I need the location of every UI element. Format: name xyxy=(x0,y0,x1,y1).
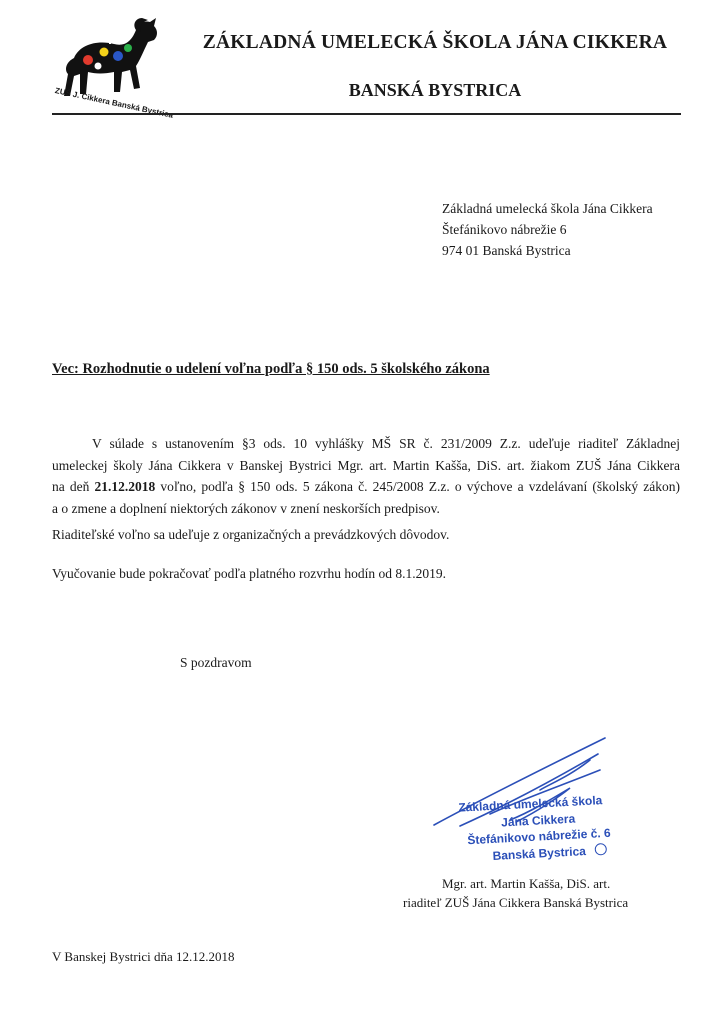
resume-paragraph: Vyučovanie bude pokračovať podľa platného rozvrhu hodín od 8.1.2019. xyxy=(52,566,447,581)
recipient-address xyxy=(442,198,653,261)
official-stamp xyxy=(452,791,625,866)
body-line-3 xyxy=(52,476,680,498)
stamp-line-1: Základná umelecká škola xyxy=(457,793,603,815)
school-name-heading: ZÁKLADNÁ UMELECKÁ ŠKOLA JÁNA CIKKERA xyxy=(202,32,668,53)
body-line-4: a o zmene a doplnení niektorých zákonov v znení neskorších predpisov. xyxy=(52,500,440,516)
stamp-line-3: Štefánikovo nábrežie č. 6 xyxy=(467,825,611,848)
school-city-heading: BANSKÁ BYSTRICA xyxy=(348,80,522,100)
body-line-2: umeleckej školy Jána Cikkera v Banskej Bystrici Mgr. art. Martin Kašša, DiS. art. žiakom ZUŠ Jána Cikkera xyxy=(52,457,680,473)
stamp-emblem-icon xyxy=(595,842,608,855)
greeting: S pozdravom xyxy=(180,655,252,670)
holiday-date: 21.12.2018 xyxy=(94,479,156,494)
body-line-1: V súlade s ustanovením §3 ods. 10 vyhlášky MŠ SR č. 231/2009 Z.z. udeľuje riaditeľ Základnej xyxy=(92,436,680,451)
logo-caption: ZUŠ J. Cikkera Banská Bystrica xyxy=(54,86,174,120)
signatory-name: Mgr. art. Martin Kašša, DiS. art. xyxy=(442,876,611,891)
letter-subject: Vec: Rozhodnutie o udelení voľna podľa § 150 ods. 5 školského zákona xyxy=(52,361,490,377)
signatory-role: riaditeľ ZUŠ Jána Cikkera Banská Bystrica xyxy=(403,895,629,910)
address-line-3: 974 01 Banská Bystrica xyxy=(442,243,571,258)
address-line-1: Základná umelecká škola Jána Cikkera xyxy=(442,201,653,216)
stamp-city: Banská Bystrica xyxy=(492,843,587,863)
header-divider xyxy=(52,113,681,115)
address-line-2: Štefánikovo nábrežie 6 xyxy=(442,222,567,237)
body-paragraph xyxy=(52,433,680,519)
reason-paragraph: Riaditeľské voľno sa udeľuje z organizačných a prevádzkových dôvodov. xyxy=(52,527,450,542)
body-line-3-prefix: na deň xyxy=(52,479,90,494)
stamp-line-2: Jána Cikkera xyxy=(500,811,576,829)
place-and-date: V Banskej Bystrici dňa 12.12.2018 xyxy=(52,949,235,964)
body-line-3-rest: voľno, podľa § 150 ods. 5 zákona č. 245/2008 Z.z. o výchove a vzdelávaní (školský zákon) xyxy=(160,479,680,494)
